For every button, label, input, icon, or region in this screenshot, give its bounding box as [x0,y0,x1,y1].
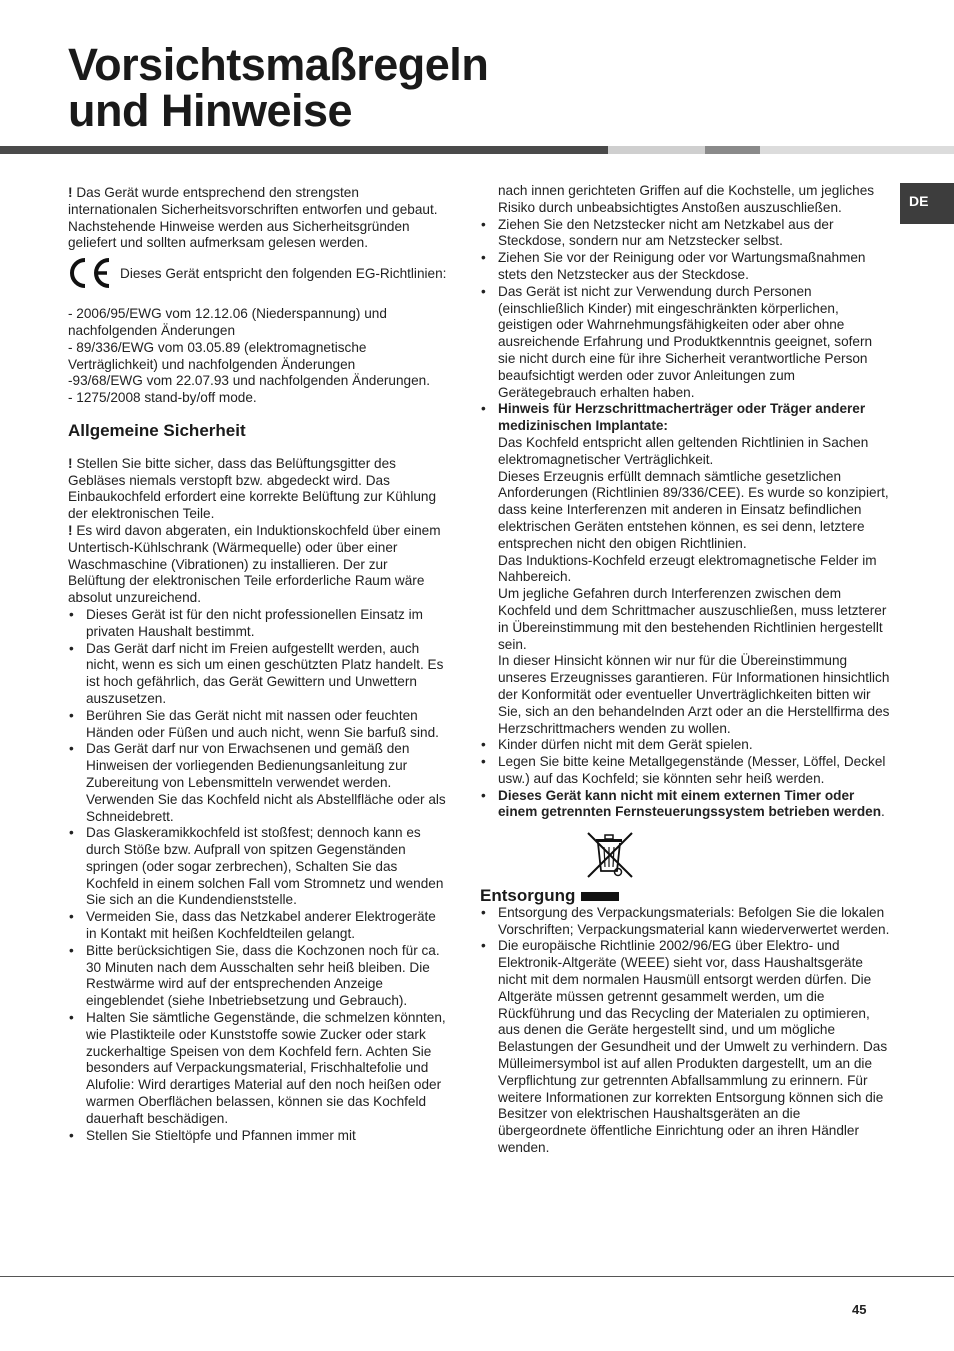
warning-mark: ! [68,522,77,538]
header-rule-mid [705,146,760,154]
header-rule-dark [0,146,608,154]
warning-mark: ! [68,455,77,471]
list-item: • Das Glaskeramikkochfeld ist stoßfest; dennoch kann es durch Stöße bzw. Aufprall von spitzen Gegenständen springen (oder sogar zerbrechen), Schalten Sie das Kochfeld in einem solchen Fall vom Stromnetz und wenden Sie sich an die Kundendienststelle. [68,825,448,909]
title-line-2: und Hinweise [68,85,353,136]
timer-warning-item: • Dieses Gerät kann nicht mit einem externen Timer oder einem getrennten Fernsteuerungssystem betrieben werden. [480,788,890,822]
language-tab: DE [900,183,954,224]
ce-text: Dieses Gerät entspricht den folgenden EG-Richtlinien: [120,266,447,282]
footer-rule [0,1276,954,1277]
directive-item: - 2006/95/EWG vom 12.12.06 (Niederspannung) und nachfolgenden Änderungen [68,306,387,338]
warning-mark: ! [68,185,77,200]
right-column [480,183,890,1157]
list-item: • Ziehen Sie den Netzstecker nicht am Netzkabel aus der Steckdose, sondern nur am Netzstecker selbst. [480,217,890,251]
list-item: • Dieses Gerät ist für den nicht professionellen Einsatz im privaten Haushalt bestimmt. [68,607,448,641]
section-heading-safety: Allgemeine Sicherheit [68,420,246,440]
list-item: • Das Gerät ist nicht zur Verwendung durch Personen (einschließlich Kinder) mit eingeschränkten körperlichen, geistigen oder Wahrnehmungsfähigkeiten oder aber ohne ausreichende Erfahrung und Produktkenntnis geeignet, sofern sie nicht durch eine für ihre Sicherheit verantwortliche Person beaufsichtigt werden oder zuvor Anleitungen zum Gerätegebrauch erhalten haben. [480,284,890,402]
intro-paragraph: ! Das Gerät wurde entsprechend den strengsten internationalen Sicherheitsvorschriften entworfen und gebaut. Nachstehende Hinweise werden aus Sicherheitsgründen geliefert und sollten aufmerksam gelesen werden. [68,185,438,251]
list-item: • Halten Sie sämtliche Gegenstände, die schmelzen könnten, wie Plastikteile oder Kunststoffe sowie Zucker oder stark zuckerhaltige Speisen von dem Kochfeld fern. Achten Sie besonders auf Verpackungsmaterial, Frischhaltefolie und Alufolie: Wird derartiges Material auf den noch heißen oder warmen Oberflächen belassen, können sie das Kochfeld dauerhaft beschädigen. [68,1010,448,1128]
heading-bar [581,892,619,901]
safety-list [68,607,448,1145]
pacemaker-paragraph: Das Induktions-Kochfeld erzeugt elektromagnetische Felder im Nahbereich. [498,552,877,585]
directive-list [68,306,448,407]
continuation-text: nach innen gerichteten Griffen auf die Kochstelle, um jegliches Risiko durch unbeabsichtigtes Anstoßen auszuschließen. [498,183,875,215]
list-item: • Entsorgung des Verpackungsmaterials: Befolgen Sie die lokalen Vorschriften; Verpackungsmaterial kann wiederverwertet werden. [480,905,890,939]
pacemaker-item [480,401,890,737]
header-rule-light-end [760,146,954,154]
list-item: • Kinder dürfen nicht mit dem Gerät spielen. [480,737,890,754]
pacemaker-paragraph: Das Kochfeld entspricht allen geltenden Richtlinien in Sachen elektromagnetischer Verträglichkeit. [498,434,869,467]
list-item: • Das Gerät darf nicht im Freien aufgestellt werden, auch nicht, wenn es sich um einen geschützten Platz handelt. Es ist hoch gefährlich, das Gerät Gewittern und Unwettern auszusetzen. [68,641,448,708]
list-item: • Legen Sie bitte keine Metallgegenstände (Messer, Löffel, Deckel usw.) auf das Kochfeld; sie könnten sehr heiß werden. [480,754,890,788]
left-column [68,185,448,1144]
warning-paragraph: ! Stellen Sie bitte sicher, dass das Belüftungsgitter des Gebläses niemals verstopft bzw. abgedeckt wird. Das Einbaukochfeld erfordert eine korrekte Belüftung zur Kühlung der elektronischen Teile. [68,455,437,522]
pacemaker-heading: • Hinweis für Herzschrittmacherträger oder Träger anderer medizinischen Implantate: [498,401,866,434]
directive-item: -93/68/EWG vom 22.07.93 und nachfolgenden Änderungen. [68,373,430,389]
safety-list-continued [480,217,890,822]
disposal-heading-row [480,888,890,905]
list-item: • Das Gerät darf nur von Erwachsenen und gemäß den Hinweisen der vorliegenden Bedienungsanleitung zur Zubereitung von Lebensmitteln verwendet werden. Verwenden Sie das Kochfeld nicht als Abstellfläche oder als Schneidebrett. [68,741,448,825]
list-item: • Berühren Sie das Gerät nicht mit nassen oder feuchten Händen oder Füßen und auch nicht, wenn Sie barfuß sind. [68,708,448,742]
list-item: • Bitte berücksichtigen Sie, dass die Kochzonen noch für ca. 30 Minuten nach dem Ausschalten sehr heiß bleiben. Die Restwärme wird auf der entsprechenden Anzeige eingeblendet (siehe Inbetriebsetzung und Gebrauch). [68,943,448,1010]
ce-statement [68,256,448,290]
list-item: • Vermeiden Sie, dass das Netzkabel anderer Elektrogeräte in Kontakt mit heißen Kochfeldteilen gelangt. [68,909,448,943]
section-heading-disposal: Entsorgung [480,886,576,906]
pacemaker-paragraph: Dieses Erzeugnis erfüllt demnach sämtliche gesetzlichen Anforderungen (Richtlinien 89/336/CEE). Es wurde so konzipiert, dass keine Interferenzen mit anderen in Einsatz befindlichen elektrischen Geräten entstehen können, es sei denn, letztere entsprechen nicht den obigen Richtlinien. [498,468,889,551]
list-item: • Die europäische Richtlinie 2002/96/EG über Elektro- und Elektronik-Altgeräte (WEEE) sieht vor, dass Haushaltsgeräte nicht mit dem normalen Hausmüll entsorgt werden dürfen. Die Altgeräte müssen getrennt gesammelt werden, um die Rückführung und das Recycling der Materialen zu optimieren, aus denen die Geräte hergestellt sind, und um mögliche Belastungen der Gesundheit und der Umwelt zu verhindern. Das Mülleimersymbol ist auf allen Produkten dargestellt, um an die Verpflichtung zur getrennten Abfallsammlung zu erinnern. Für weitere Informationen zur korrekten Entsorgung können sich die Besitzer von elektrischen Haushaltsgeräten an die übergeordnete öffentliche Einrichtung oder an ihren Händler wenden. [480,938,890,1156]
header-rule-light [608,146,705,154]
list-item: • Stellen Sie Stieltöpfe und Pfannen immer mit [68,1128,448,1145]
directive-item: - 1275/2008 stand-by/off mode. [68,390,257,406]
page-number: 45 [852,1302,867,1317]
page-title [68,39,489,136]
disposal-list [480,905,890,1157]
directive-item: - 89/336/EWG vom 03.05.89 (elektromagnetische Verträglichkeit) und nachfolgenden Änderungen [68,339,367,372]
warning-paragraph: ! Es wird davon abgeraten, ein Induktionskochfeld über einem Untertisch-Kühlschrank (Wärmequelle) oder über einer Waschmaschine (Vibrationen) zu installieren. Der zur Belüftung der elektronischen Teile erforderliche Raum wäre absolut unzureichend. [68,522,441,606]
title-line-1: Vorsichtsmaßregeln [68,39,489,90]
ce-mark-icon [68,256,114,290]
crossed-bin-icon [584,829,636,881]
pacemaker-paragraph: Um jegliche Gefahren durch Interferenzen zwischen dem Kochfeld und dem Schrittmacher auszuschließen, muss letzterer in Übereinstimmung mit den bestehenden Richtlinien hergestellt sein. [498,586,887,652]
list-item: • Ziehen Sie vor der Reinigung oder vor Wartungsmaßnahmen stets den Netzstecker aus der Steckdose. [480,250,890,284]
pacemaker-paragraph: In dieser Hinsicht können wir nur für die Übereinstimmung unseres Erzeugnisses garantieren. Für Informationen hinsichtlich der Konformität oder eventueller Unverträglichkeiten bitten wir Sie, sich an den behandelnden Arzt oder an die Herstellfirma des Herzschrittmachers wenden zu wollen. [498,653,890,736]
